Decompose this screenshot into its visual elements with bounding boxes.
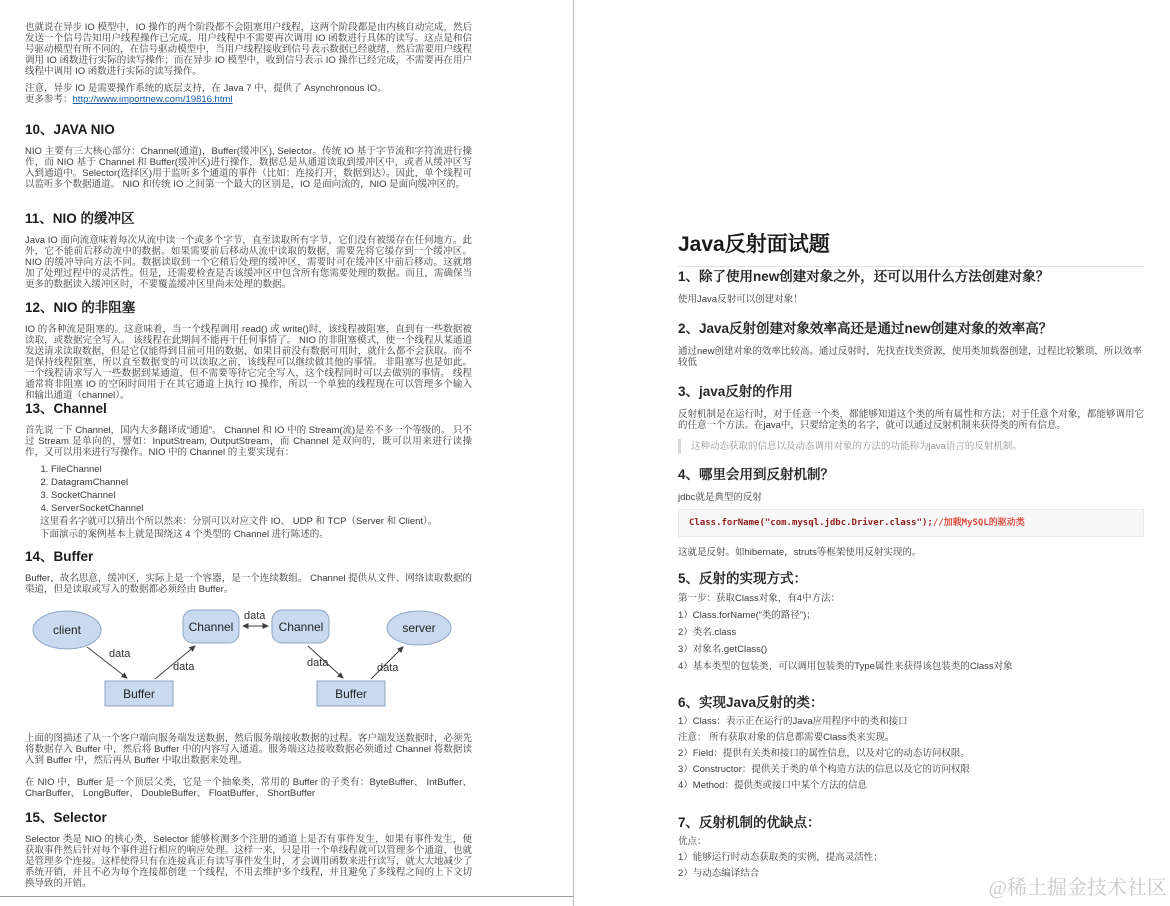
question-5-lead: 第一步：获取Class对象，有4中方法： xyxy=(678,593,841,604)
section-14-title: 14、Buffer xyxy=(25,549,94,564)
page-title: Java反射面试题 xyxy=(678,232,1144,267)
intro-paragraph: 也就说在异步 IO 模型中，IO 操作的两个阶段都不会阻塞用户线程，这两个阶段都是由内核自动完成，然后发送一个信号告知用户线程操作已完成。用户线程中不需要再次调用 IO 函数进行具体的读写。这点是和信号驱动模型有所不同的，在信号驱动模型中，当用户线程接收到信号表示数据已经就绪，然后需要用户线程调用 IO 函数进行实际的读写操作；而在异步 IO 模型中，收到信号表示 IO 操作已经完成，不需要再在用户线程中调用 IO 函数进行实际的读写操作。 xyxy=(25,22,472,77)
data-label-4: data xyxy=(307,657,329,669)
data-label-3: data xyxy=(244,610,266,622)
section-buffer xyxy=(25,548,472,799)
question-4-title: 4、哪里会用到反射机制？ xyxy=(678,467,835,482)
question-6 xyxy=(678,694,1144,791)
buffer-2-label: Buffer xyxy=(335,687,367,701)
question-4 xyxy=(678,466,1144,558)
more-ref-line xyxy=(25,94,472,105)
question-3 xyxy=(678,383,1144,454)
section-11-title: 11、NIO 的缓冲区 xyxy=(25,211,135,226)
left-page xyxy=(0,0,573,906)
question-6-item: 4）Method：提供类或接口中某个方法的信息 xyxy=(678,780,867,791)
section-12-body: IO 的各种流是阻塞的。这意味着，当一个线程调用 read() 或 write()时，该线程被阻塞，直到有一些数据被读取，或数据完全写入。 该线程在此期间不能再干任何事情了。 NIO 的非阻塞模式，使一个线程从某通道发送请求读取数据，但是它仅能得到目前可用的数据，如果目前没有数据可用时，就什么都不会获取。而不是保持线程阻塞，所以直至数据变的可以读取之前，该线程可以继续做其他的事情。 非阻塞写也是如此。一个线程请求写入一些数据到某通道，但不需要等待它完全写入，这个线程同时可以去做别的事情。 线程通常将非阻塞 IO 的空闲时间用于在其它通道上执行 IO 操作，所以一个单独的线程现在可以管理多个输入和输出通道（channel）。 xyxy=(25,324,472,401)
intro-section xyxy=(25,22,472,105)
note-text: 注意，异步 IO 是需要操作系统的底层支持，在 Java 7 中，提供了 Asynchronous IO。 xyxy=(25,83,387,94)
data-label-5: data xyxy=(377,662,399,674)
server-label: server xyxy=(402,621,436,635)
question-5 xyxy=(678,570,1144,672)
channel-list-note-2: 下面演示的案例基本上就是围绕这 4 个类型的 Channel 进行陈述的。 xyxy=(40,529,329,540)
question-2-title: 2、Java反射创建对象效率高还是通过new创建对象的效率高？ xyxy=(678,321,1053,336)
question-2-answer: 通过new创建对象的效率比较高。通过反射时，先找查找类资源，使用类加载器创建，过程比较繁琐，所以效率较低 xyxy=(678,346,1142,368)
list-item: 2. DatagramChannel xyxy=(51,476,472,489)
question-6-item: 3）Constructor：提供关于类的单个构造方法的信息以及它的访问权限 xyxy=(678,764,970,775)
question-3-body: 反射机制是在运行时，对于任意一个类，都能够知道这个类的所有属性和方法；对于任意个对象，都能够调用它的任意一个方法。在java中，只要给定类的名字，就可以通过反射机制来获得类的所有信息。 xyxy=(678,409,1144,431)
question-5-item: 2）类名.class xyxy=(678,627,737,638)
code-statement: Class.forName("com.mysql.jdbc.Driver.class"); xyxy=(689,518,933,528)
nio-buffer-diagram xyxy=(25,605,485,717)
question-7 xyxy=(678,814,1144,879)
section-14-body: Buffer，故名思意，缓冲区，实际上是一个容器，是一个连续数组。 Channel 提供从文件、网络读取数据的渠道，但是读取或写入的数据都必须经由 Buffer。 xyxy=(25,573,472,595)
reflection-title-block xyxy=(678,232,1144,267)
channel-1-label: Channel xyxy=(188,620,234,634)
nio-buffer-diagram-svg xyxy=(25,605,485,717)
section-channel xyxy=(25,400,472,541)
question-5-item: 1）Class.forName(“类的路径”)； xyxy=(678,610,816,621)
page-bottom-border xyxy=(0,896,573,897)
question-5-item: 3）对象名.getClass() xyxy=(678,644,768,655)
section-nio-buffer-zone xyxy=(25,210,472,290)
data-label-1: data xyxy=(109,648,131,660)
right-page xyxy=(573,0,1170,906)
question-7-title: 7、反射机制的优缺点： xyxy=(678,815,821,830)
reflection-quote: 这种动态获取的信息以及动态调用对象的方法的功能称为java语言的反射机制。 xyxy=(678,439,1144,454)
section-15-body: Selector 类是 NIO 的核心类，Selector 能够检测多个注册的通道上是否有事件发生，如果有事件发生，便获取事件然后针对每个事件进行相应的响应处理。这样一来，只是用一个单线程就可以管理多个通道，也就是管理多个连接。这样使得只有在连接真正有读写事件发生时，才会调用函数来进行读写，就大大地减少了系统开销，并且不必为每个连接都创建一个线程，不用去维护多个线程，并且避免了多线程之间的上下文切换导致的开销。 xyxy=(25,834,472,889)
buffer-1-label: Buffer xyxy=(123,687,155,701)
client-label: client xyxy=(52,623,82,637)
note-block xyxy=(25,83,472,105)
buffer-explain-paragraph: 上面的图描述了从一个客户端向服务端发送数据，然后服务端接收数据的过程。客户端发送数据时，必须先将数据存入 Buffer 中，然后将 Buffer 中的内容写入通道。服务端这边接收数据必须通过 Channel 将数据读入到 Buffer 中，然后再从 Buffer 中取出数据来处理。 xyxy=(25,733,472,766)
list-item: 4. ServerSocketChannel xyxy=(51,502,472,515)
list-item: 1. FileChannel xyxy=(51,463,472,476)
channel-list-note-1: 这里看名字就可以猜出个所以然来：分别可以对应文件 IO、 UDP 和 TCP（Server 和 Client）。 xyxy=(40,516,438,527)
importnew-link[interactable]: http://www.importnew.com/19816.html xyxy=(72,94,233,105)
question-1 xyxy=(678,268,1144,305)
code-block xyxy=(678,509,1144,537)
question-6-item: 2）Field：提供有关类和接口的属性信息，以及对它的动态访问权限。 xyxy=(678,748,970,759)
buffer-subclasses-paragraph: 在 NIO 中，Buffer 是一个顶层父类，它是一个抽象类，常用的 Buffer 的子类有：ByteBuffer、 IntBuffer、 CharBuffer、 LongBuffer、 DoubleBuffer、 FloatBuffer、 ShortBuffer xyxy=(25,777,472,799)
question-5-item: 4）基本类型的包装类，可以调用包装类的Type属性来获得该包装类的Class对象 xyxy=(678,661,1013,672)
section-nio-nonblocking xyxy=(25,299,472,401)
section-10-body: NIO 主要有三大核心部分：Channel(通道)，Buffer(缓冲区), Selector。传统 IO 基于字节流和字符流进行操作，而 NIO 基于 Channel 和 Buffer(缓冲区)进行操作，数据总是从通道读取到缓冲区中，或者从缓冲区写入到通道中。Selector(选择区)用于监听多个通道的事件（比如：连接打开，数据到达）。因此，单个线程可以监听多个数据通道。 NIO 和传统 IO 之间第一个最大的区别是，IO 是面向流的，NIO 是面向缓冲区的。 xyxy=(25,146,472,190)
channel-2-label: Channel xyxy=(278,620,324,634)
question-6-item: 注意： 所有获取对象的信息都需要Class类来实现。 xyxy=(678,732,895,743)
question-4-lead: jdbc就是典型的反射 xyxy=(678,492,762,503)
list-item: 3. SocketChannel xyxy=(51,489,472,502)
section-15-title: 15、Selector xyxy=(25,810,107,825)
section-10-title: 10、JAVA NIO xyxy=(25,122,115,137)
question-4-after: 这就是反射。如hibernate，struts等框架使用反射实现的。 xyxy=(678,547,922,558)
question-1-answer: 使用Java反射可以创建对象！ xyxy=(678,294,803,305)
question-2 xyxy=(678,320,1144,368)
section-13-title: 13、Channel xyxy=(25,401,107,416)
question-7-item: 优点： xyxy=(678,836,707,847)
section-12-title: 12、NIO 的非阻塞 xyxy=(25,300,136,315)
question-7-item: 2）与动态编译结合 xyxy=(678,868,760,879)
question-6-item: 1）Class：表示正在运行的Java应用程序中的类和接口 xyxy=(678,716,908,727)
data-label-2: data xyxy=(173,661,195,673)
question-3-title: 3、java反射的作用 xyxy=(678,384,793,399)
section-java-nio xyxy=(25,121,472,190)
juejin-watermark: @稀土掘金技术社区 xyxy=(988,877,1167,899)
more-ref-label: 更多参考： xyxy=(25,94,73,105)
section-selector xyxy=(25,809,472,889)
code-comment: //加载MySQL的驱动类 xyxy=(932,518,1025,528)
question-6-title: 6、实现Java反射的类： xyxy=(678,695,824,710)
question-7-item: 1）能够运行时动态获取类的实例，提高灵活性； xyxy=(678,852,883,863)
question-1-title: 1、除了使用new创建对象之外，还可以用什么方法创建对象？ xyxy=(678,269,1050,284)
question-5-title: 5、反射的实现方式： xyxy=(678,571,808,586)
section-11-body: Java IO 面向流意味着每次从流中读一个或多个字节，直至读取所有字节，它们没有被缓存在任何地方。此外，它不能前后移动流中的数据。如果需要前后移动从流中读取的数据，需要先将它缓存到一个缓冲区。 NIO 的缓冲导向方法不同。数据读取到一个它稍后处理的缓冲区，需要时可在缓冲区中前后移动。这就增加了处理过程中的灵活性。但是，还需要检查是否该缓冲区中包含所有您需要处理的数据。而且，需确保当更多的数据读入缓冲区时，不要覆盖缓冲区里尚未处理的数据。 xyxy=(25,235,472,290)
channel-list xyxy=(25,463,472,515)
section-13-body: 首先说一下 Channel，国内大多翻译成“通道”。 Channel 和 IO 中的 Stream(流)是差不多一个等级的。 只不过 Stream 是单向的，譬如：InputStream, OutputStream，而 Channel 是双向的，既可以用来进行读操作，又可以用来进行写操作。NIO 中的 Channel 的主要实现有： xyxy=(25,425,472,458)
